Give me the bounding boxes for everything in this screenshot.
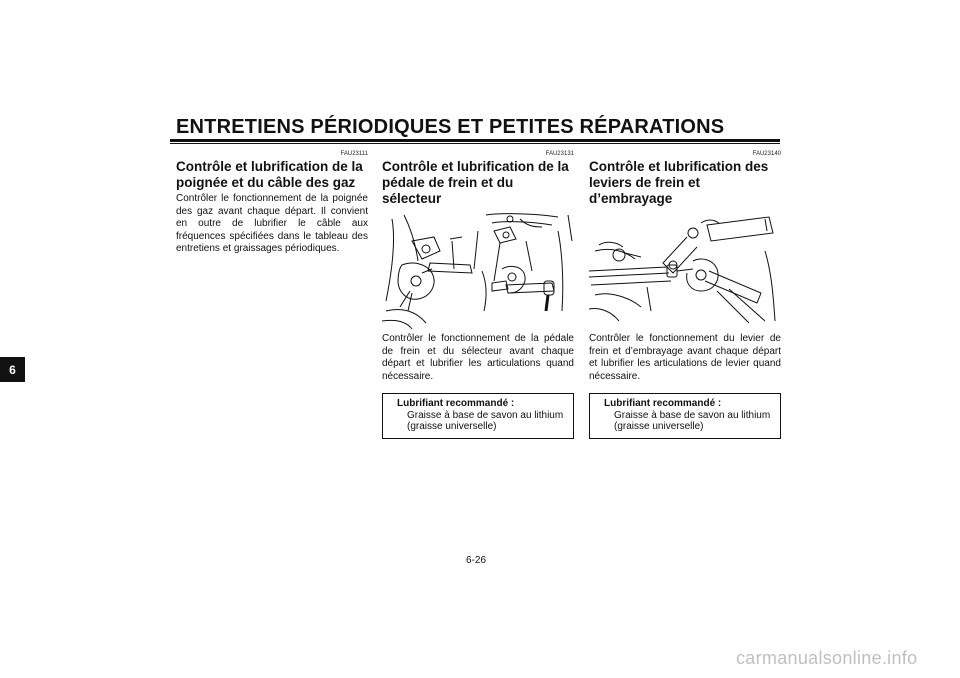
section-brake-clutch-levers [589, 150, 781, 439]
section-throttle-cable [176, 150, 368, 256]
page-title: ENTRETIENS PÉRIODIQUES ET PETITES RÉPARATIONS [176, 116, 725, 138]
lubricant-box [589, 393, 781, 439]
section-code: FAU23131 [545, 151, 574, 157]
watermark: carmanualsonline.info [736, 648, 918, 668]
lubricant-title: Lubrifiant recommandé : [604, 398, 722, 410]
brake-pedal-shift-illustration [382, 211, 574, 331]
lubricant-box [382, 393, 574, 439]
lubricant-line: Graisse à base de savon au lithium [407, 409, 564, 421]
lubricant-title: Lubrifiant recommandé : [397, 398, 515, 410]
section-heading [589, 159, 781, 207]
lubricant-line: (graisse universelle) [407, 421, 497, 433]
heading-line: leviers de frein et d’embrayage [589, 175, 701, 206]
section-heading [176, 159, 368, 191]
section-code: FAU23140 [752, 151, 781, 157]
heading-line: poignée et du câble des gaz [176, 175, 356, 190]
lubricant-line: Graisse à base de savon au lithium [614, 409, 771, 421]
lever-drawing [589, 217, 775, 323]
section-body: Contrôler le fonctionnement du levier de frein et d’embrayage avant chaque départ et lubrifier les articulations de levier quand nécessaire. [589, 333, 781, 382]
heading-line: Contrôle et lubrification de la [382, 159, 569, 174]
page-number: 6-26 [466, 555, 487, 566]
section-code: FAU23111 [340, 151, 368, 157]
section-body: Contrôler le fonctionnement de la pédale de frein et du sélecteur avant chaque départ et lubrifier les articulations quand nécessaire. [382, 333, 574, 382]
title-rule-thin [170, 143, 780, 144]
heading-line: Contrôle et lubrification de la [176, 159, 363, 174]
brake-clutch-lever-illustration [589, 211, 781, 331]
heading-line: pédale de frein et du sélecteur [382, 175, 514, 206]
lubricant-line: (graisse universelle) [614, 421, 704, 433]
chapter-tab: 6 [0, 357, 25, 382]
heading-line: Contrôle et lubrification des [589, 159, 769, 174]
shift-pedal-drawing [382, 215, 478, 329]
section-brake-pedal-shift [382, 150, 574, 439]
section-body: Contrôler le fonctionnement de la poignée des gaz avant chaque départ. Il convient en outre de lubrifier le câble aux fréquences spécifiées dans le tableau des entretiens et graissages périodiques. [176, 193, 368, 255]
brake-pedal-drawing [482, 214, 572, 311]
section-heading [382, 159, 574, 207]
title-rule [170, 139, 780, 142]
